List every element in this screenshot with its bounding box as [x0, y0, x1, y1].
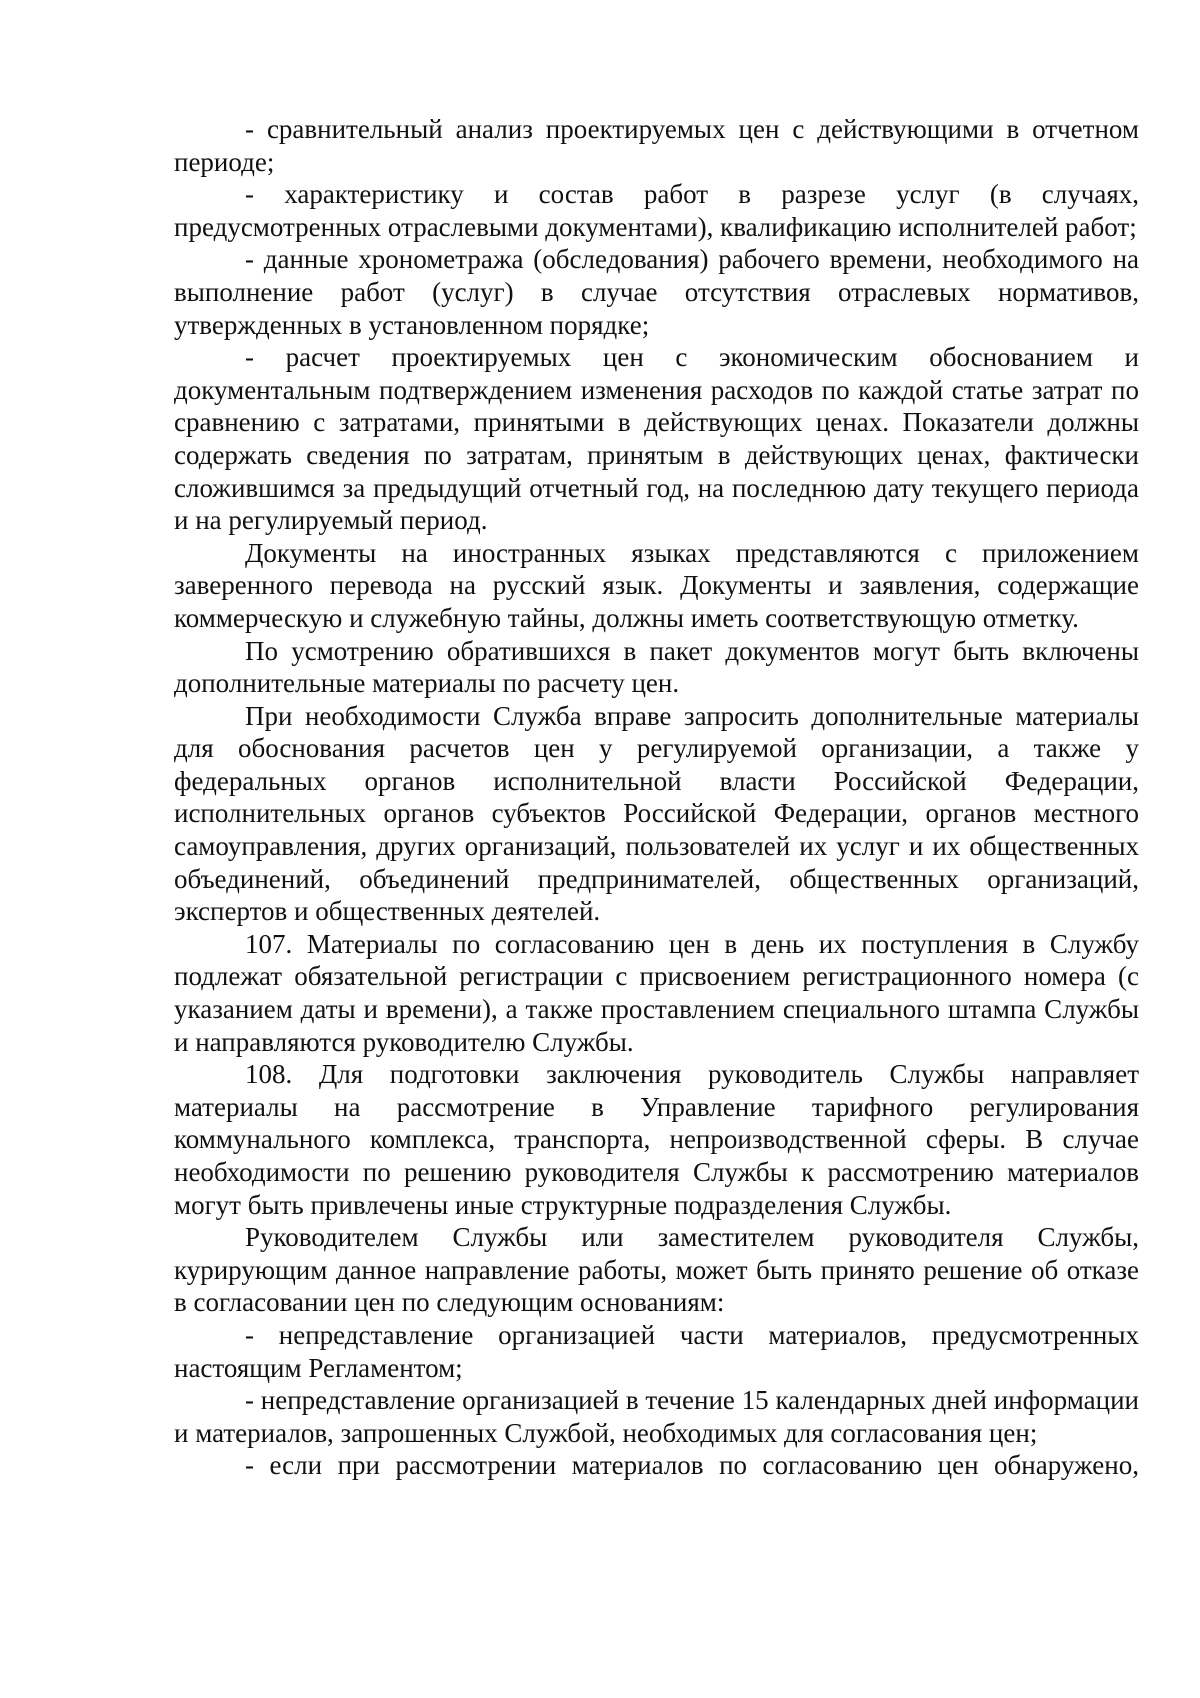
paragraph-price-calculation: - расчет проектируемых цен с экономическим обоснованием и документальным подтверждением изменения расходов по каждой статье затрат по сравнению с затратами, принятыми в действующих ценах. Показатели должны содержать сведения по затратам, принятым в действующих ценах, фактически сложившимся за предыдущий отчетный год, на последнюю дату текущего периода и на регулируемый период.	[174, 342, 1139, 536]
paragraph-comparative-analysis: - сравнительный анализ проектируемых цен с действующими в отчетном периоде;	[174, 114, 1139, 177]
paragraph-work-characteristics: - характеристику и состав работ в разрезе услуг (в случаях, предусмотренных отраслевыми документами), квалификацию исполнителей работ;	[174, 179, 1139, 242]
paragraph-refusal-reason-2: - непредставление организацией в течение 15 календарных дней информации и материалов, запрошенных Службой, необходимых для согласования цен;	[174, 1385, 1139, 1448]
paragraph-refusal-decision: Руководителем Службы или заместителем руководителя Службы, курирующим данное направление работы, может быть принято решение об отказе в согласовании цен по следующим основаниям:	[174, 1222, 1139, 1318]
paragraph-107-registration: 107. Материалы по согласованию цен в день их поступления в Службу подлежат обязательной регистрации с присвоением регистрационного номера (с указанием даты и времени), а также проставлением специального штампа Службы и направляются руководителю Службы.	[174, 928, 1139, 1057]
document-page	[174, 113, 1139, 1482]
paragraph-additional-materials: По усмотрению обратившихся в пакет документов могут быть включены дополнительные материалы по расчету цен.	[174, 635, 1139, 699]
paragraph-refusal-reason-3: - если при рассмотрении материалов по согласованию цен обнаружено,	[245, 1450, 1139, 1481]
paragraph-refusal-reason-1: - непредставление организацией части материалов, предусмотренных настоящим Регламентом;	[174, 1319, 1139, 1383]
paragraph-service-request: При необходимости Служба вправе запросить дополнительные материалы для обоснования расчетов цен у регулируемой организации, а также у федеральных органов исполнительной власти Российской Федерации, исполнительных органов субъектов Российской Федерации, органов местного самоуправления, других организаций, пользователей их услуг и их общественных объединений, объединений предпринимателей, общественных организаций, экспертов и общественных деятелей.	[174, 700, 1139, 927]
paragraph-foreign-documents: Документы на иностранных языках представляются с приложением заверенного перевода на русский язык. Документы и заявления, содержащие коммерческую и служебную тайны, должны иметь соответствующую отметку.	[174, 537, 1139, 633]
paragraph-timekeeping-data: - данные хронометража (обследования) рабочего времени, необходимого на выполнение работ (услуг) в случае отсутствия отраслевых нормативов, утвержденных в установленном порядке;	[174, 244, 1139, 340]
paragraph-108-conclusion: 108. Для подготовки заключения руководитель Службы направляет материалы на рассмотрение в Управление тарифного регулирования коммунального комплекса, транспорта, непроизводственной сферы. В случае необходимости по решению руководителя Службы к рассмотрению материалов могут быть привлечены иные структурные подразделения Службы.	[174, 1059, 1139, 1220]
